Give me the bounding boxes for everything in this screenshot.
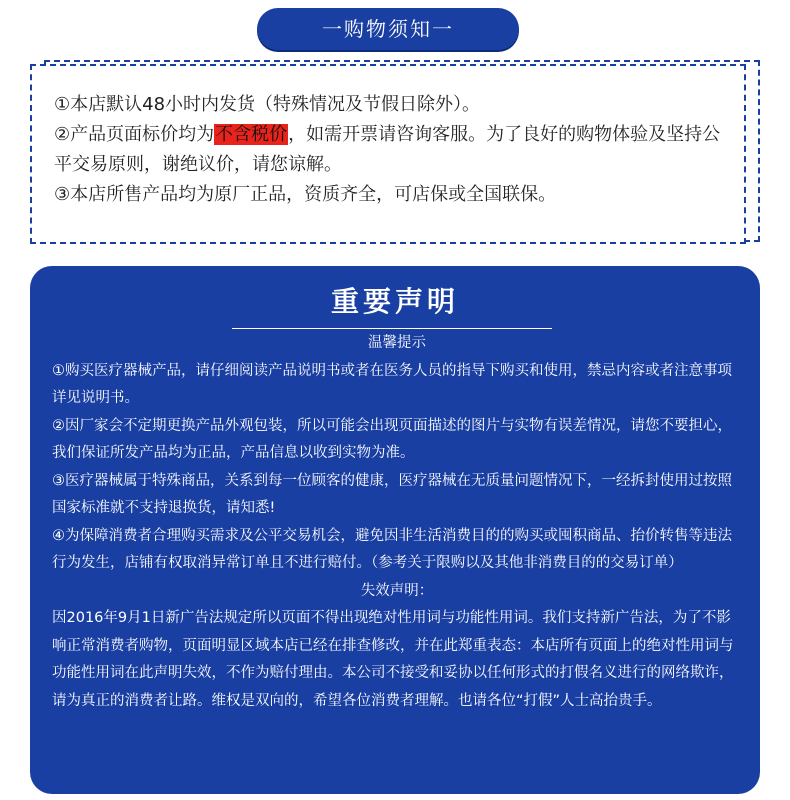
tax-exclusive-highlight: 不含税价 <box>215 124 288 145</box>
title-divider <box>232 328 552 329</box>
notice-line-3: ③本店所售产品均为原厂正品，资质齐全，可店保或全国联保。 <box>54 184 557 205</box>
tip-item-3: ③医疗器械属于特殊商品，关系到每一位顾客的健康，医疗器械在无质量问题情况下，一经拆封使用过按照国家标准就不支持退换货，请知悉! <box>52 472 732 516</box>
notice-line-2 <box>54 120 726 180</box>
tips-subtitle: 温馨提示 <box>368 335 426 351</box>
notice-line-1: ①本店默认48小时内发货（特殊情况及节假日除外）。 <box>54 94 481 115</box>
tip-item-1: ①购买医疗器械产品，请仔细阅读产品说明书或者在医务人员的指导下购买和使用，禁忌内容或者注意事项详见说明书。 <box>52 362 732 406</box>
tip-item-4: ④为保障消费者合理购买需求及公平交易机会，避免因非生活消费目的的购买或囤积商品、抬价转售等违法行为发生，店铺有权取消异常订单且不进行赔付。（参考关于限购以及其他非消费目的的交易订单） <box>52 527 732 571</box>
tip-item-2: ②因厂家会不定期更换产品外观包装，所以可能会出现页面描述的图片与实物有误差情况，请您不要担心，我们保证所发产品均为正品，产品信息以收到实物为准。 <box>52 417 732 461</box>
notice-title-pill: 一购物须知一 <box>257 8 519 50</box>
statement-body <box>52 330 742 715</box>
disclaimer-text: 因2016年9月1日新广告法规定所以页面不得出现绝对性用词与功能性用词。我们支持新广告法，为了不影响正常消费者购物，页面明显区域本店已经在排查修改，并在此郑重表态：本店所有页面上的绝对性用词与功能性用词在此声明失效，不作为赔付理由。本公司不接受和妥协以任何形式的打假名义进行的网络欺诈，请为真正的消费者让路。维权是双向的，希望各位消费者理解。也请各位“打假”人士高抬贵手。 <box>52 610 734 709</box>
disclaimer-title: 失效声明： <box>360 582 434 599</box>
statement-title: 重要声明 <box>330 285 459 318</box>
important-statement-panel <box>30 266 760 794</box>
shopping-notice-box <box>30 64 746 244</box>
notice-line-2-start: ②产品页面标价均为 <box>54 124 215 145</box>
notice-line-2-end: ，如需开票请咨询客服。为了良好的购物体验及坚持公平交易原则，谢绝议价，请您谅解。 <box>54 124 721 175</box>
